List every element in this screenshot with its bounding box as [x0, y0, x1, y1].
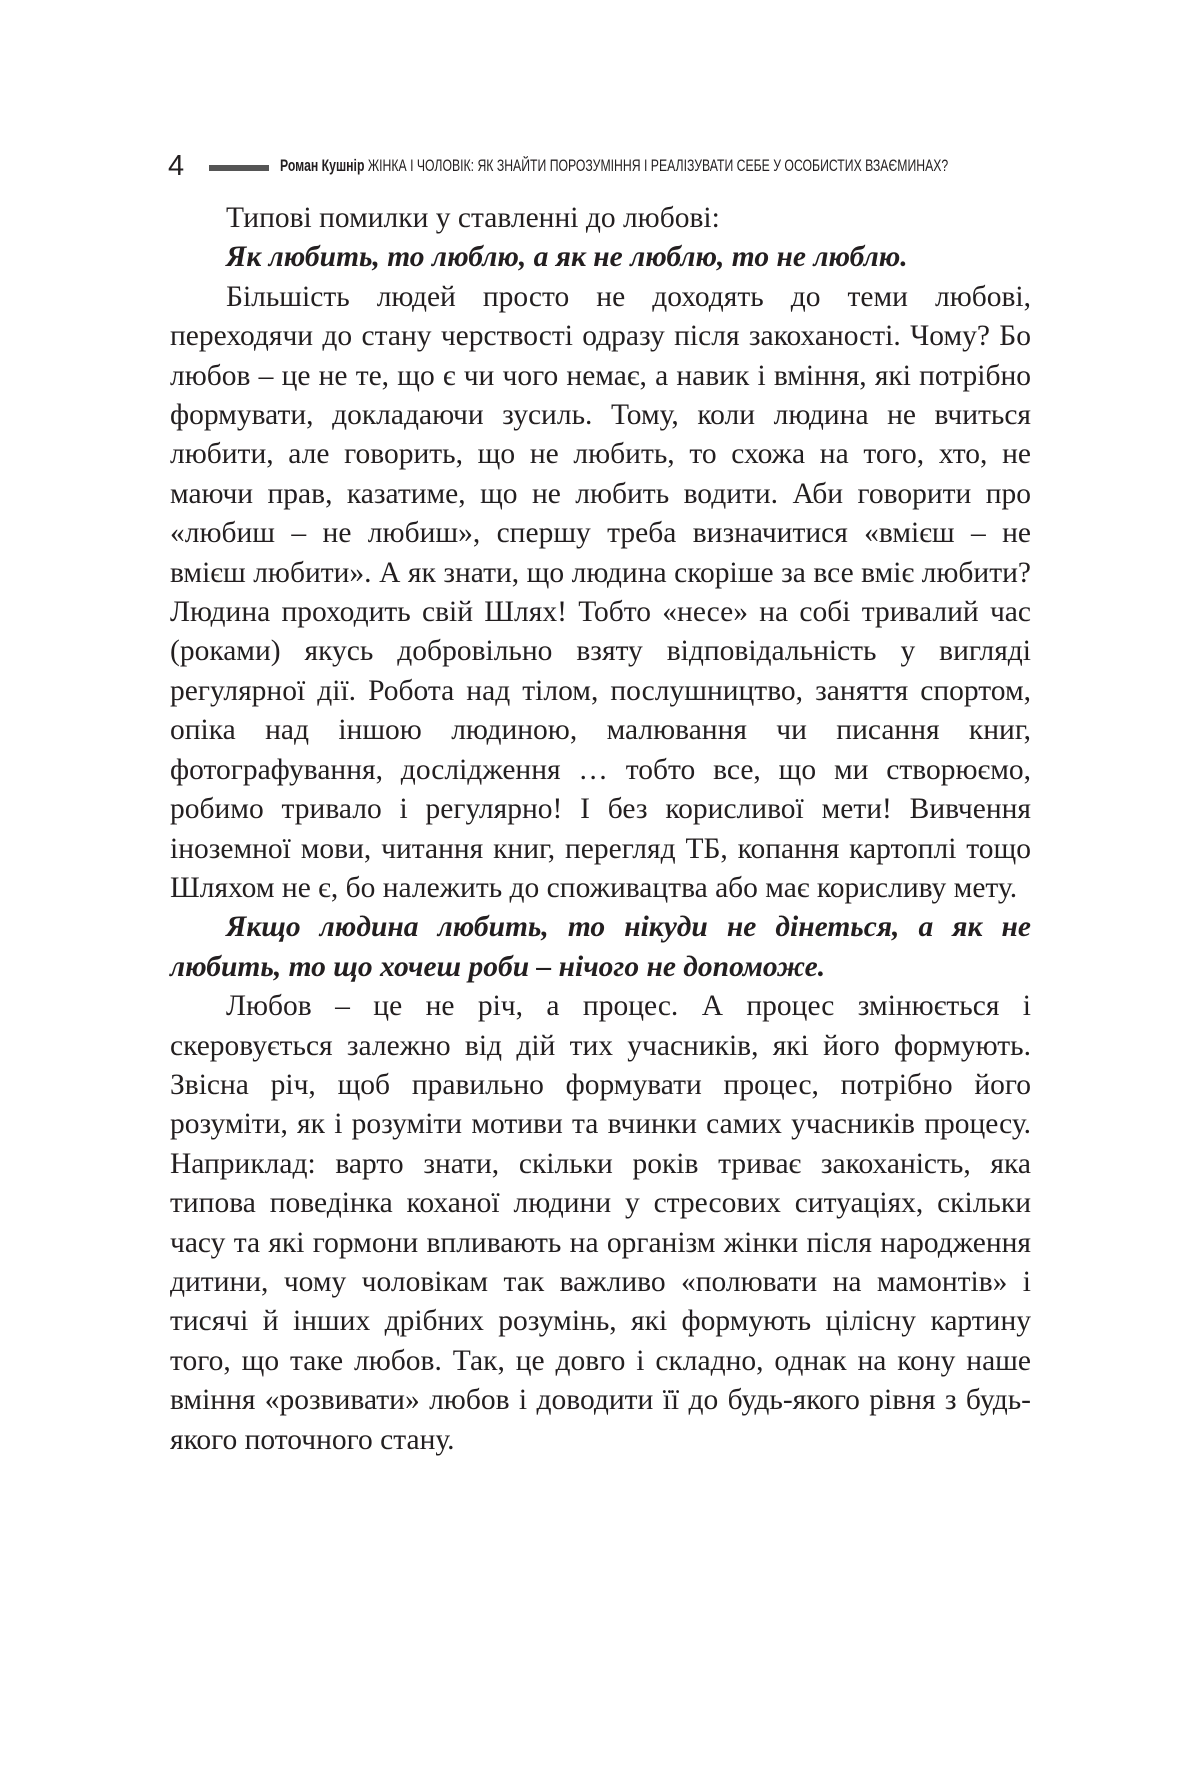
page-number: 4 — [168, 150, 185, 182]
paragraph-emphasis-2: Якщо людина любить, то нікуди не дінеться, а як не любить, то що хочеш роби – нічого не допоможе. — [170, 911, 1031, 983]
header-author: Роман Кушнір — [280, 156, 365, 175]
paragraph-body-1: Більшість людей просто не доходять до теми любові, переходячи до стану черствості одразу після закоханості. Чому? Бо любов – це не те, що є чи чого немає, а навик і вміння, які потрібно формувати, докладаючи зусиль. Тому, коли людина не вчиться любити, але говорить, що не любить, то схожа на того, хто, не маючи прав, казатиме, що не любить водити. Аби говорити про «любиш – не любиш», спершу треба визначитися «вмієш – не вмієш любити». А як знати, що людина скоріше за все вміє любити? Людина проходить свій Шлях! Тобто «несе» на собі тривалий час (роками) якусь добровільно взяту відповідальність у вигляді регулярної дії. Робота над тілом, послушництво, заняття спортом, опіка над іншою людиною, малювання чи писання книг, фотографування, дослідження … тобто все, що ми створюємо, робимо тривало і регулярно! І без корисливої мети! Вивчення іноземної мови, читання книг, перегляд ТБ, копання картоплі тощо Шляхом не є, бо належить до споживацтва або має корисливу мету. — [170, 280, 1031, 904]
paragraph-intro: Типові помилки у ставленні до любові: — [226, 202, 720, 234]
paragraph-body-2: Любов – це не річ, а процес. А процес змінюється і скеровується залежно від дій тих учасників, які його формують. Звісна річ, щоб правильно формувати процес, потрібно його розуміти, як і розуміти мотиви та вчинки самих учасників процесу. Наприклад: варто знати, скільки років триває закоханість, яка типова поведінка коханої людини у стресових ситуаціях, скільки часу та які гормони впливають на організм жінки після народження дитини, чому чоловікам так важливо «полювати на мамонтів» і тисячі й інших дрібних розумінь, які формують цілісну картину того, що таке любов. Так, це довго і складно, однак на кону наше вміння «розвивати» любов і доводити її до будь-якого рівня з будь-якого поточного стану. — [170, 990, 1031, 1456]
page-body — [170, 199, 1031, 1460]
header-text — [280, 154, 948, 178]
running-header — [168, 148, 1048, 188]
header-rule — [209, 165, 269, 171]
header-book-title: ЖІНКА І ЧОЛОВІК: ЯК ЗНАЙТИ ПОРОЗУМІННЯ І РЕАЛІЗУВАТИ СЕБЕ У ОСОБИСТИХ ВЗАЄМИНАХ? — [367, 156, 949, 175]
paragraph-emphasis-1: Як любить, то люблю, а як не люблю, то не люблю. — [226, 241, 908, 274]
